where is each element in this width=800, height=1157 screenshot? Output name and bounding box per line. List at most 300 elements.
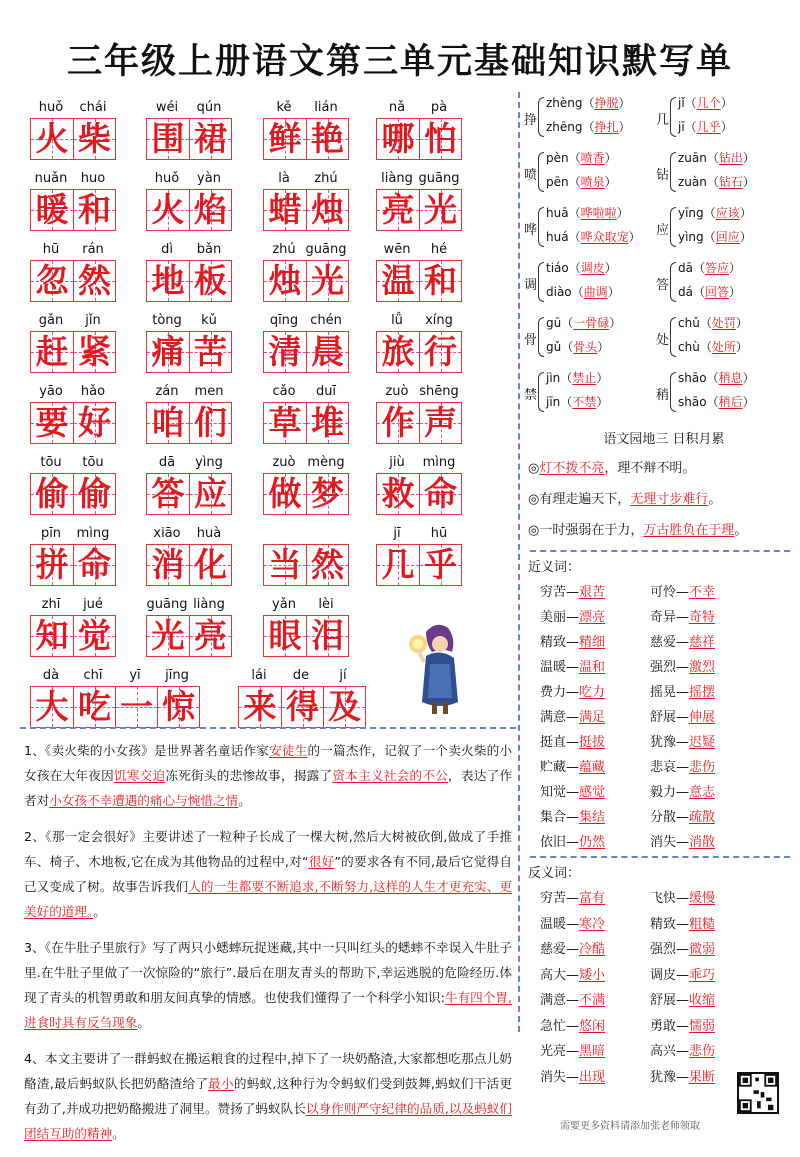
hanzi-char: 怕	[424, 119, 457, 158]
word-pinyin	[263, 597, 349, 615]
polyphone-line	[678, 393, 755, 410]
rjy-line	[528, 457, 790, 488]
hanzi-char: 蜡	[268, 190, 302, 229]
word-pinyin	[376, 171, 462, 189]
reading: huā	[546, 206, 569, 220]
pinyin-syllable: nuǎn	[34, 171, 68, 186]
pinyin-syllable: dà	[42, 668, 60, 683]
answer: 应该	[715, 206, 740, 220]
char-cell	[306, 190, 348, 230]
word-group	[30, 384, 116, 446]
polyphone-char: 稍	[656, 388, 670, 403]
word-pinyin	[263, 313, 349, 331]
char-box	[263, 331, 349, 373]
char-box	[146, 260, 232, 302]
pinyin-syllable: yāo	[39, 384, 63, 399]
pair-dash: —	[676, 916, 690, 932]
pinyin-syllable: wēn	[383, 242, 411, 257]
pair-dash: —	[566, 1044, 580, 1059]
paren: （	[692, 261, 705, 275]
summary-paragraph	[24, 738, 512, 813]
paren: （	[561, 316, 574, 330]
char-box	[146, 615, 232, 657]
pair-dash: —	[566, 1069, 580, 1085]
pair-word: 舒展	[650, 993, 677, 1008]
rjy-answer: 无理寸步难行	[630, 492, 709, 507]
char-box	[146, 402, 232, 444]
pair-answer: 漂亮	[579, 610, 606, 625]
hanzi-char: 偷	[78, 474, 111, 513]
pinyin-syllable: guāng	[418, 171, 460, 186]
hanzi-char: 痛	[151, 332, 185, 371]
char-box	[30, 189, 116, 231]
pinyin-syllable: wéi	[155, 100, 179, 115]
hanzi-char: 命	[78, 545, 111, 584]
answer: 几乎	[696, 120, 721, 134]
pair-answer: 悲伤	[689, 760, 716, 775]
char-box	[376, 260, 462, 302]
reading: tiáo	[546, 261, 569, 275]
page-title: 三年级上册语文第三单元基础知识默写单	[66, 41, 733, 82]
char-cell	[189, 474, 231, 514]
word-pinyin	[263, 526, 349, 544]
pair-dash: —	[676, 785, 690, 800]
pair-answer: 缓慢	[689, 891, 716, 906]
word-group	[263, 242, 349, 304]
paren: ）	[604, 261, 617, 275]
polyphone-line	[678, 338, 748, 355]
hanzi-char: 要	[35, 403, 69, 442]
summary-paragraphs	[24, 738, 512, 1157]
char-box	[30, 260, 116, 302]
pair-answer: 收缩	[689, 993, 716, 1008]
char-box	[263, 544, 349, 586]
word-pair	[650, 731, 715, 750]
word-pinyin	[30, 384, 116, 402]
char-box	[376, 402, 462, 444]
pinyin-syllable: lián	[314, 100, 338, 115]
hanzi-char: 化	[194, 545, 227, 584]
char-cell	[147, 190, 189, 230]
char-cell	[306, 403, 348, 443]
pair-word: 挺直	[540, 735, 567, 750]
hanzi-char: 答	[151, 474, 185, 513]
pair-word: 穷苦	[540, 585, 567, 600]
pair-dash: —	[566, 760, 580, 775]
word-pair	[540, 681, 605, 700]
paren: ）	[596, 395, 609, 409]
pair-word: 温暖	[540, 660, 567, 675]
char-cell	[264, 332, 306, 372]
pinyin-syllable: yàn	[197, 171, 221, 186]
reading: yīng	[678, 206, 704, 220]
polyphone-line	[546, 228, 641, 245]
paren: （	[582, 96, 595, 110]
word-pinyin	[30, 668, 200, 686]
char-cell	[189, 332, 231, 372]
paren: ）	[604, 151, 617, 165]
pinyin-syllable: xíng	[425, 313, 453, 328]
reading: chù	[678, 340, 700, 354]
paren: ）	[742, 371, 755, 385]
paren: ）	[720, 96, 733, 110]
paren: （	[706, 175, 719, 189]
word-pinyin	[263, 171, 349, 189]
hanzi-char: 光	[311, 261, 344, 300]
char-cell	[377, 474, 419, 514]
pair-word: 慈爱	[650, 635, 677, 650]
hanzi-char: 一	[120, 687, 153, 726]
char-cell	[115, 687, 157, 727]
char-cell	[189, 119, 231, 159]
polyphone-char: 几	[656, 113, 670, 128]
hanzi-char: 暖	[35, 190, 69, 229]
word-group	[146, 597, 232, 659]
polyphone-line	[678, 369, 755, 386]
word-pinyin	[146, 313, 232, 331]
pair-word: 精致	[650, 916, 677, 932]
pinyin-syllable: kě	[276, 100, 292, 115]
word-pinyin	[146, 384, 232, 402]
hanzi-char: 和	[424, 261, 457, 300]
pair-dash: —	[676, 610, 690, 625]
pair-answer: 伸展	[689, 710, 716, 725]
pair-dash: —	[676, 967, 690, 983]
pair-word: 急忙	[540, 1018, 567, 1034]
hanzi-char: 行	[424, 332, 457, 371]
reading: shāo	[678, 395, 707, 409]
char-box	[30, 544, 116, 586]
char-cell	[73, 687, 115, 727]
word-pair	[540, 656, 605, 675]
char-box	[30, 331, 116, 373]
hanzi-char: 几	[381, 545, 415, 584]
char-cell	[306, 119, 348, 159]
word-pinyin	[263, 100, 349, 118]
rjy-line	[528, 488, 790, 519]
pair-answer: 意志	[689, 785, 716, 800]
pinyin-syllable: tōu	[82, 455, 104, 470]
pinyin-syllable: guāng	[305, 242, 347, 257]
polyphone-line	[678, 149, 755, 166]
pair-word: 强烈	[650, 942, 677, 957]
paren: ）	[628, 230, 641, 244]
word-pair	[650, 781, 715, 800]
char-cell	[306, 261, 348, 301]
polyphone-line	[678, 283, 741, 300]
pinyin-syllable: cǎo	[272, 384, 296, 399]
body-text: 。	[112, 1126, 125, 1141]
antonyms-heading: 反义词：	[528, 866, 581, 881]
hanzi-char: 亮	[381, 190, 415, 229]
paren: ）	[607, 285, 620, 299]
pair-answer: 仍然	[579, 835, 606, 850]
paren: ）	[742, 151, 755, 165]
word-pair	[650, 581, 715, 600]
word-group	[146, 171, 232, 233]
char-cell	[147, 332, 189, 372]
char-cell	[73, 403, 115, 443]
rjy-rest: ，理不辩不明。	[604, 461, 696, 476]
pair-word: 消失	[650, 835, 677, 850]
polyphone-line	[678, 228, 752, 245]
answer: 稍息	[718, 371, 743, 385]
hanzi-char: 光	[151, 616, 185, 655]
pinyin-syllable: zhī	[41, 597, 61, 612]
word-pinyin	[263, 455, 349, 473]
answer: 曲调	[583, 285, 608, 299]
word-pinyin	[146, 242, 232, 260]
body-text: 4、本文主要讲了一群蚂蚁在搬运粮食的过程中,掉下了一块奶酪渣,大家都想吃那点儿奶酪渣,最后蚂蚁队长把奶酪渣给了	[24, 1051, 512, 1091]
answer: 骨头	[573, 340, 598, 354]
pair-dash: —	[566, 942, 580, 957]
word-group	[30, 313, 116, 375]
hanzi-char: 艳	[311, 119, 344, 158]
paren: ）	[742, 395, 755, 409]
brace-icon	[538, 207, 544, 247]
word-pair	[650, 606, 715, 625]
pinyin-syllable: qīng	[269, 313, 299, 328]
pinyin-syllable: guāng	[146, 597, 188, 612]
pair-dash: —	[676, 891, 690, 906]
pair-word: 穷苦	[540, 891, 567, 906]
reading: zuàn	[678, 175, 707, 189]
pair-word: 集合	[540, 810, 567, 825]
hanzi-char: 拼	[35, 545, 69, 584]
hanzi-char: 忽	[35, 261, 69, 300]
body-text: 。	[238, 793, 251, 808]
pair-word: 知觉	[540, 785, 567, 800]
word-pair	[650, 938, 715, 957]
word-group	[263, 313, 349, 375]
reading: shāo	[678, 371, 707, 385]
paren: ）	[742, 175, 755, 189]
char-cell	[377, 190, 419, 230]
char-cell	[419, 332, 461, 372]
reading: pēn	[546, 175, 569, 189]
paren: （	[568, 230, 581, 244]
hanzi-char: 作	[381, 403, 415, 442]
answer: 哗啦啦	[580, 206, 617, 220]
hanzi-char: 烛	[268, 261, 302, 300]
polyphone-line	[678, 204, 752, 221]
word-pinyin	[376, 242, 462, 260]
rjy-pre: ◎	[528, 461, 540, 476]
polyphone-char: 喷	[524, 168, 538, 183]
body-text: 冻死街头的悲惨故事，揭露了	[165, 768, 333, 783]
pair-word: 可怜	[650, 585, 677, 600]
pair-dash: —	[676, 585, 690, 600]
char-cell	[264, 545, 306, 585]
hanzi-char: 旅	[381, 332, 415, 371]
char-cell	[31, 190, 73, 230]
highlight-text: 最小	[208, 1076, 234, 1091]
paren: （	[703, 230, 716, 244]
hanzi-char: 吃	[78, 687, 111, 726]
pair-word: 满意	[540, 710, 567, 725]
char-cell	[419, 403, 461, 443]
pinyin-syllable: chén	[310, 313, 342, 328]
pair-word: 贮藏	[540, 760, 567, 775]
pinyin-syllable: là	[278, 171, 290, 186]
pair-word: 悲哀	[650, 760, 677, 775]
pair-answer: 奇特	[689, 610, 716, 625]
polyphone-char: 调	[524, 278, 538, 293]
body-text: 3、《在牛肚子里旅行》写了两只小蟋蟀玩捉迷藏,其中一只叫红头的蟋蟀不幸误入牛肚子里.在牛肚子里做了一次惊险的“旅行”.最后在朋友青头的帮助下,幸运逃脱的危险经历.体现了青头的机智勇敢和朋友间真挚的情感。也使我们懂得了一个科学小知识:	[24, 940, 512, 1005]
reading: zuān	[678, 151, 707, 165]
polyphone-line	[546, 118, 631, 135]
hanzi-char: 火	[151, 190, 185, 229]
char-box	[146, 544, 232, 586]
word-group	[30, 597, 116, 659]
pair-word: 高大	[540, 967, 567, 983]
brace-icon	[670, 207, 676, 247]
hanzi-char: 然	[78, 261, 111, 300]
word-pinyin	[238, 668, 366, 686]
word-pair	[540, 581, 605, 600]
char-cell	[264, 261, 306, 301]
polyphone-line	[546, 393, 608, 410]
reading: yìng	[678, 230, 704, 244]
hanzi-char: 声	[424, 403, 457, 442]
char-cell	[31, 261, 73, 301]
polyphone-char: 骨	[524, 333, 538, 348]
pinyin-syllable: shēng	[419, 384, 459, 399]
qr-code-icon[interactable]	[737, 1072, 779, 1114]
hanzi-char: 焰	[194, 190, 227, 229]
pair-word: 精致	[540, 635, 567, 650]
paren: （	[692, 285, 705, 299]
char-cell	[377, 261, 419, 301]
pinyin-syllable: qún	[196, 100, 222, 115]
char-box	[238, 686, 366, 728]
word-pinyin	[146, 455, 232, 473]
body-text: ”的要求各有不同,最后它觉得自己又变成了树。故事告诉我们	[24, 854, 512, 894]
answer: 喷泉	[580, 175, 605, 189]
paren: （	[582, 120, 595, 134]
paren: ）	[597, 340, 610, 354]
paren: （	[703, 206, 716, 220]
word-pinyin	[376, 526, 462, 544]
paren: （	[560, 371, 573, 385]
paren: （	[571, 285, 584, 299]
char-cell	[281, 687, 323, 727]
paren: （	[568, 206, 581, 220]
pair-word: 温暖	[540, 916, 567, 932]
rjy-answer: 万古胜负在于理	[643, 523, 735, 538]
paren: ）	[735, 316, 748, 330]
pinyin-syllable: pīn	[40, 526, 62, 541]
word-pair	[650, 964, 715, 983]
hanzi-char: 晨	[311, 332, 344, 371]
body-text: ，表达了作者对	[24, 768, 513, 808]
pinyin-syllable: zhú	[272, 242, 296, 257]
brace-icon	[670, 262, 676, 302]
pinyin-syllable: jiù	[389, 455, 405, 470]
answer: 处所	[711, 340, 736, 354]
brace-icon	[538, 152, 544, 192]
pair-word: 满意	[540, 993, 567, 1008]
polyphone-char: 钻	[656, 168, 670, 183]
body-text: 2、《那一定会很好》主要讲述了一粒种子长成了一棵大树,然后大树被砍倒,做成了手推车、椅子、木地板,它在成为其他物品的过程中,对“	[24, 829, 512, 869]
polyphone-char: 答	[656, 278, 670, 293]
word-pair	[650, 913, 715, 932]
hanzi-char: 地	[151, 261, 185, 300]
char-cell	[419, 474, 461, 514]
brace-icon	[538, 317, 544, 357]
char-cell	[157, 687, 199, 727]
pair-answer: 懦弱	[689, 1018, 716, 1034]
paren: ）	[596, 371, 609, 385]
hanzi-char: 柴	[78, 119, 111, 158]
answer: 钻出	[718, 151, 743, 165]
pair-dash: —	[566, 710, 580, 725]
pinyin-syllable: hū	[430, 526, 448, 541]
reading: jīn	[546, 395, 561, 409]
paren: （	[706, 395, 719, 409]
word-group	[263, 455, 349, 517]
pair-answer: 迟疑	[689, 735, 716, 750]
polyphone-line	[546, 369, 608, 386]
pair-dash: —	[566, 610, 580, 625]
pair-answer: 冷酷	[579, 942, 606, 957]
char-cell	[189, 261, 231, 301]
brace-icon	[538, 97, 544, 137]
pinyin-syllable: jīng	[165, 668, 189, 683]
word-pinyin	[30, 526, 116, 544]
char-cell	[419, 190, 461, 230]
char-cell	[323, 687, 365, 727]
body-text: 的一篇杰作，记叙了一个卖火柴的小女孩在大年夜因	[24, 743, 512, 783]
char-box	[30, 686, 200, 728]
word-pinyin	[146, 597, 232, 615]
answer: 禁止	[572, 371, 597, 385]
paren: ）	[729, 261, 742, 275]
hanzi-char: 乎	[424, 545, 457, 584]
reading: zhèng	[546, 96, 583, 110]
pair-answer: 不满	[579, 993, 606, 1008]
pair-word: 飞快	[650, 891, 677, 906]
word-pinyin	[146, 100, 232, 118]
char-cell	[264, 190, 306, 230]
paren: （	[560, 395, 573, 409]
word-pair	[540, 606, 605, 625]
char-cell	[377, 403, 419, 443]
highlight-text: 以身作则严守纪律的品质,以及蚂蚁们团结互助的精神	[24, 1101, 512, 1141]
char-box	[30, 118, 116, 160]
pair-answer: 微弱	[689, 942, 716, 957]
rjy-answer: 灯不拨不亮	[539, 461, 605, 476]
char-cell	[147, 545, 189, 585]
summary-paragraph	[24, 935, 512, 1035]
pair-dash: —	[566, 810, 580, 825]
word-group	[263, 597, 349, 659]
char-box	[263, 260, 349, 302]
char-cell	[264, 616, 306, 656]
char-cell	[73, 616, 115, 656]
polyphone-section	[520, 93, 790, 423]
answer: 喷香	[580, 151, 605, 165]
synonym-divider	[530, 550, 790, 552]
word-group	[376, 526, 462, 588]
pair-answer: 富有	[579, 891, 606, 906]
polyphone-char: 挣	[524, 113, 538, 128]
polyphone-line	[546, 283, 620, 300]
footer-note: 需要更多资料请添加张老师领取	[560, 1121, 700, 1132]
answer: 答应	[705, 261, 730, 275]
char-cell	[147, 616, 189, 656]
pair-dash: —	[676, 1069, 690, 1085]
